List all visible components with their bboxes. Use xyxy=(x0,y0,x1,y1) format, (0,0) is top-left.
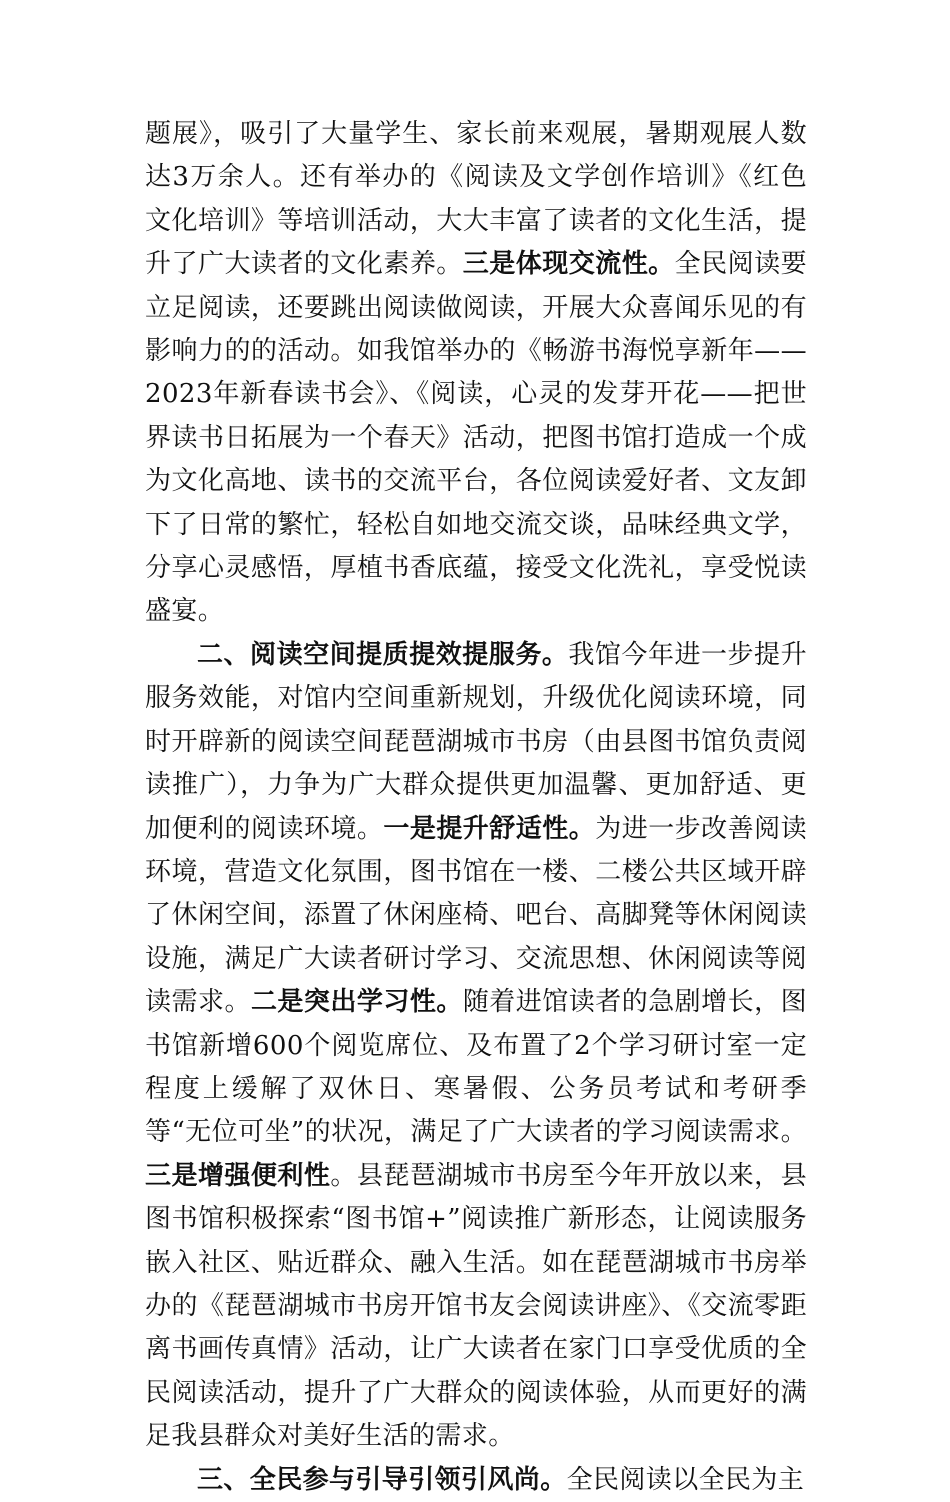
paragraph-text: 全民阅读以全民为主 xyxy=(566,1464,805,1495)
paragraph-text: 题展》，吸引了大量学生、家长前来观展，暑期观展人数达3万余人。还有举办的《阅读及文学创作培训》《红色文化培训》等培训活动，大大丰富了读者的文化生活，提升了广大读者的文化素养。 xyxy=(145,119,807,280)
section-heading-public-participation: 三、全民参与引导引领引风尚。 xyxy=(197,1464,567,1495)
paragraph-public-participation xyxy=(145,1459,807,1502)
bold-heading-exchange: 三是体现交流性。 xyxy=(462,249,675,280)
paragraph-text: 随着进馆读者的急剧增长，图书馆新增600个阅览席位、及布置了2个学习研讨室一定程度上缓解了双休日、寒暑假、公务员考试和考研季等“无位可坐”的状况，满足了广大读者的学习阅读需求。 xyxy=(145,987,808,1148)
paragraph-reading-activities xyxy=(145,113,807,634)
paragraph-text: 全民阅读要立足阅读，还要跳出阅读做阅读，开展大众喜闻乐见的有影响力的的活动。如我馆举办的《畅游书海悦享新年——2023年新春读书会》、《阅读，心灵的发芽开花——把世界读书日拓展为一个春天》活动，把图书馆打造成一个成为文化高地、读书的交流平台，各位阅读爱好者、文友卸下了日常的繁忙，轻松自如地交流交谈，品味经典文学，分享心灵感悟，厚植书香底蕴，接受文化洗礼，享受悦读盛宴。 xyxy=(145,249,807,627)
bold-heading-convenience: 三是增强便利性 xyxy=(145,1160,331,1191)
section-heading-reading-space: 二、阅读空间提质提效提服务。 xyxy=(197,639,569,670)
document-body xyxy=(145,113,807,1502)
bold-heading-learning: 二是突出学习性。 xyxy=(250,987,463,1018)
paragraph-text: 为进一步改善阅读环境，营造文化氛围，图书馆在一楼、二楼公共区域开辟了休闲空间，添置了休闲座椅、吧台、高脚凳等休闲阅读设施，满足广大读者研讨学习、交流思想、休闲阅读等阅读需求。 xyxy=(145,813,808,1018)
paragraph-reading-space xyxy=(145,634,807,1459)
paragraph-text: 。县琵琶湖城市书房至今年开放以来，县图书馆积极探索“图书馆+”阅读推广新形态，让阅读服务嵌入社区、贴近群众、融入生活。如在琵琶湖城市书房举办的《琵琶湖城市书房开馆书友会阅读讲座》、《交流零距离书画传真情》活动，让广大读者在家门口享受优质的全民阅读活动，提升了广大群众的阅读体验，从而更好的满足我县群众对美好生活的需求。 xyxy=(145,1160,807,1452)
paragraph-text: 我馆今年进一步提升服务效能，对馆内空间重新规划，升级优化阅读环境，同时开辟新的阅读空间琵琶湖城市书房（由县图书馆负责阅读推广），力争为广大群众提供更加温馨、更加舒适、更加便利的阅读环境。 xyxy=(145,639,807,844)
bold-heading-comfort: 一是提升舒适性。 xyxy=(383,813,596,844)
